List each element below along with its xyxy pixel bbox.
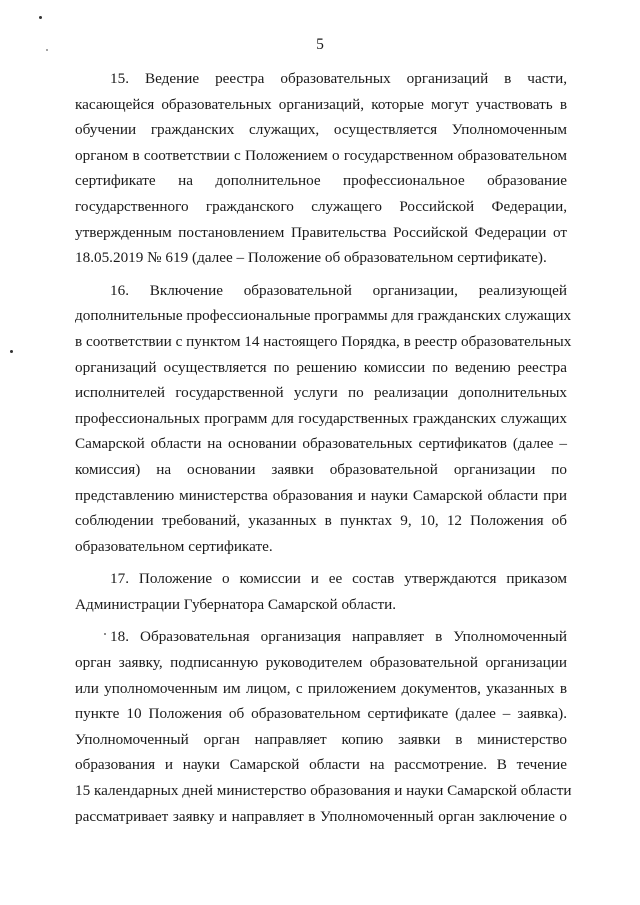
text-line: исполнителей государственной услуги по реализации дополнительных [75,384,567,402]
text-line: государственного гражданского служащего Российской Федерации, [75,197,567,215]
scan-speck [104,633,106,635]
paragraph-17 [75,566,567,617]
text-line: обучении гражданских служащих, осуществляется Уполномоченным [75,121,567,139]
text-line: рассматривает заявку и направляет в Уполномоченный орган заключение о [75,807,567,825]
text-line: образовательном сертификате. [75,537,273,555]
text-line: соблюдении требований, указанных в пунктах 9, 10, 12 Положения об [75,512,567,530]
page-number: 5 [316,36,324,53]
text-line: 15. Ведение реестра образовательных организаций в части, [110,70,567,87]
text-line: Самарской области на основании образовательных сертификатов (далее – [75,435,567,453]
document-body [75,66,572,836]
text-line: 17. Положение о комиссии и ее состав утверждаются приказом [110,570,567,588]
scan-speck [39,16,42,19]
text-line: комиссия) на основании заявки образовательной организации по [75,460,567,478]
text-line: сертификате на дополнительное профессиональное образование [75,172,567,190]
text-line: Уполномоченный орган направляет копию заявки в министерство [75,730,567,748]
text-line: утвержденным постановлением Правительства Российской Федерации от [75,223,567,241]
paragraph-18 [75,624,572,829]
paragraph-15 [75,66,567,271]
text-line: органом в соответствии с Положением о государственном образовательном [75,146,567,164]
text-line: 18.05.2019 № 619 (далее – Положение об образовательном сертификате). [75,249,547,267]
text-line: в соответствии с пунктом 14 настоящего Порядка, в реестр образовательных [75,332,572,350]
scan-speck [10,350,13,353]
text-line: организаций осуществляется по решению комиссии по ведению реестра [75,358,567,376]
text-line: Администрации Губернатора Самарской области. [75,595,397,613]
paragraph-16 [75,278,572,560]
text-line: образования и науки Самарской области на рассмотрение. В течение [75,756,567,774]
text-line: касающейся образовательных организаций, которые могут участвовать в [75,95,567,113]
text-line: 16. Включение образовательной организации, реализующей [110,281,567,299]
text-line: 15 календарных дней министерство образования и науки Самарской области [75,782,572,800]
text-line: профессиональных программ для государственных гражданских служащих [75,409,567,427]
scan-speck [46,49,48,51]
text-line: или уполномоченным им лицом, с приложением документов, указанных в [75,679,567,697]
text-line: пункте 10 Положения об образовательном сертификате (далее – заявка). [75,705,567,723]
text-line: дополнительные профессиональные программы для гражданских служащих [75,307,572,325]
text-line: орган заявку, подписанную руководителем образовательной организации [75,654,567,672]
text-line: представлению министерства образования и науки Самарской области при [75,486,567,504]
text-line: 18. Образовательная организация направляет в Уполномоченный [110,628,567,646]
